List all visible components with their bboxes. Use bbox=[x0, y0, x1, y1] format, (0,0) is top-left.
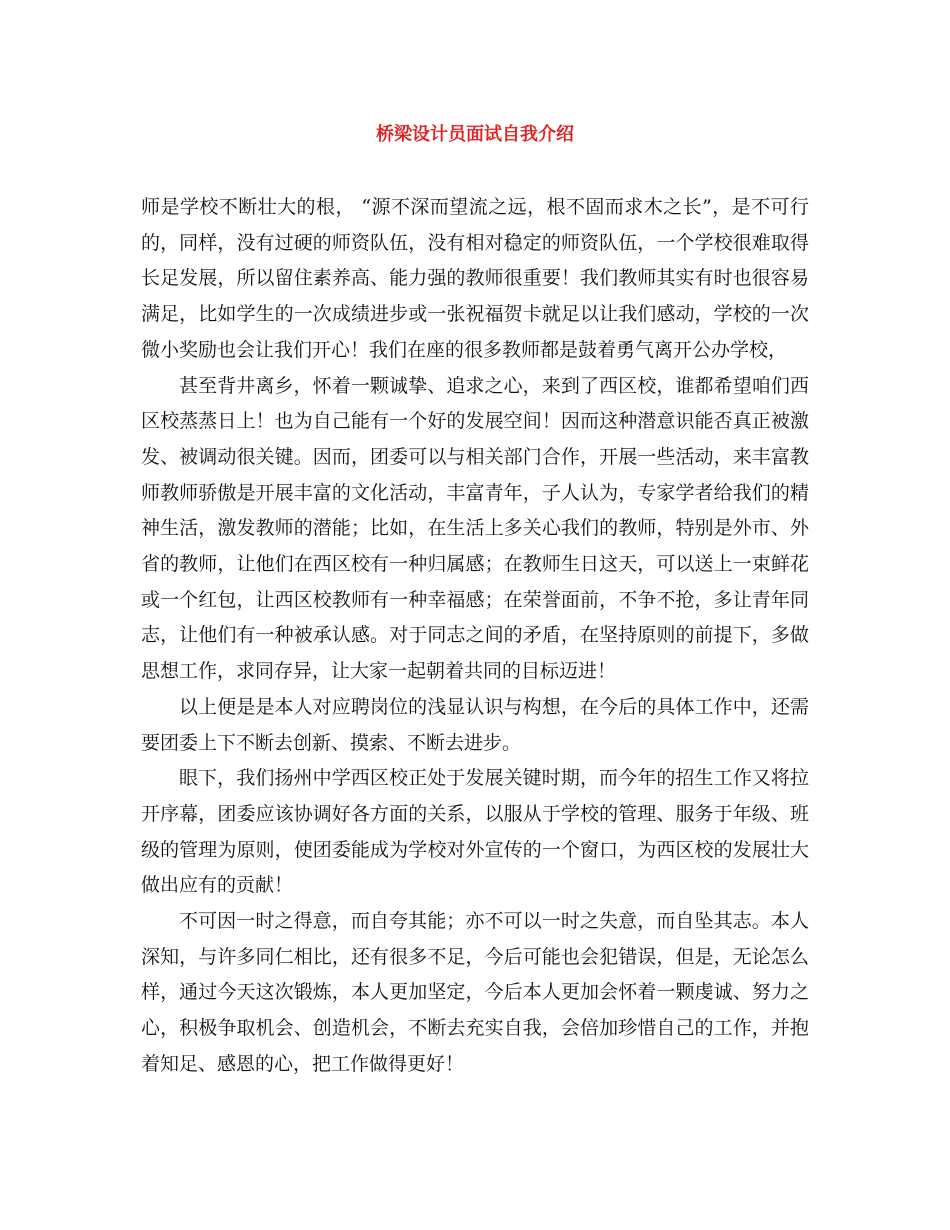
document-body bbox=[141, 190, 809, 1083]
paragraph-3: 以上便是是本人对应聘岗位的浅显认识与构想，在今后的具体工作中，还需要团委上下不断去创新、摸索、不断去进步。 bbox=[141, 695, 809, 754]
paragraph-1: 师是学校不断壮大的根， “源不深而望流之远，根不固而求木之长”，是不可行的，同样，没有过硬的师资队伍，没有相对稳定的师资队伍，一个学校很难取得长足发展，所以留住素养高、能力强的教师很重要！我们教师其实有时也很容易满足，比如学生的一次成绩进步或一张祝福贺卡就足以让我们感动，学校的一次微小奖励也会让我们开心！我们在座的很多教师都是鼓着勇气离开公办学校， bbox=[141, 196, 809, 361]
document-title: 桥梁设计员面试自我介绍 bbox=[376, 124, 574, 145]
paragraph-2: 甚至背井离乡，怀着一颗诚挚、追求之心，来到了西区校，谁都希望咱们西区校蒸蒸日上！也为自己能有一个好的发展空间！因而这种潜意识能否真正被激发、被调动很关键。因而，团委可以与相关部门合作，开展一些活动，来丰富教师教师骄傲是开展丰富的文化活动，丰富青年，子人认为，专家学者给我们的精神生活，激发教师的潜能；比如，在生活上多关心我们的教师，特别是外市、外省的教师，让他们在西区校有一种归属感；在教师生日这天，可以送上一束鲜花或一个红包，让西区校教师有一种幸福感；在荣誉面前，不争不抢，多让青年同志，让他们有一种被承认感。对于同志之间的矛盾，在坚持原则的前提下，多做思想工作，求同存异，让大家一起朝着共同的目标迈进！ bbox=[141, 374, 809, 683]
paragraph-4: 眼下，我们扬州中学西区校正处于发展关键时期，而今年的招生工作又将拉开序幕，团委应该协调好各方面的关系，以服从于学校的管理、服务于年级、班级的管理为原则，使团委能成为学校对外宣传的一个窗口，为西区校的发展壮大做出应有的贡献！ bbox=[141, 767, 809, 897]
paragraph-5: 不可因一时之得意，而自夸其能；亦不可以一时之失意，而自坠其志。本人深知，与许多同仁相比，还有很多不足，今后可能也会犯错误，但是，无论怎么样，通过今天这次锻炼，本人更加坚定，今后本人更加会怀着一颗虔诚、努力之心，积极争取机会、创造机会，不断去充实自我，会倍加珍惜自己的工作，并抱着知足、感恩的心，把工作做得更好！ bbox=[141, 910, 809, 1075]
